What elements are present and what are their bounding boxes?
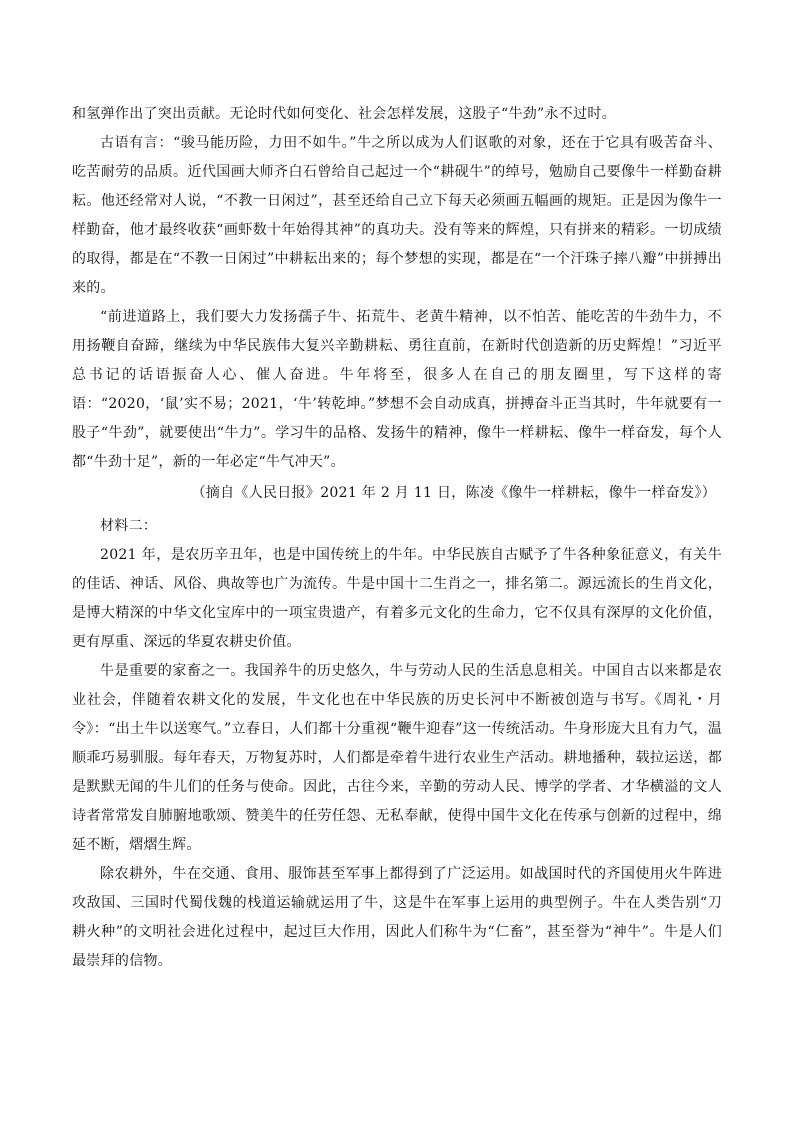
paragraph-ox-year: 2021 年，是农历辛丑年，也是中国传统上的牛年。中华民族自古赋予了牛各种象征意义，有关牛的佳话、神话、风俗、典故等也广为流传。牛是中国十二生肖之一，排名第二。源远流长的生肖文化，是博大精深的中华文化宝库中的一项宝贵遗产，有着多元文化的生命力，它不仅具有深厚的文化价值，更有厚重、深远的华夏农耕史价值。 [72,547,722,650]
paragraph-continuation: 和氢弹作出了突出贡献。无论时代如何变化、社会怎样发展，这股子“牛劲”永不过时。 [72,106,617,122]
paragraph-other-uses: 除农耕外，牛在交通、食用、服饰甚至军事上都得到了广泛运用。如战国时代的齐国使用火牛阵进攻敌国、三国时代蜀伐魏的栈道运输就运用了牛，这是牛在军事上运用的典型例子。牛在人类告别“刀耕火种”的文明社会进化过程中，起过巨大作用，因此人们称牛为“仁畜”，甚至誉为“神牛”。牛是人们最崇拜的信物。 [72,866,722,969]
article-body [72,100,722,976]
paragraph-livestock: 牛是重要的家畜之一。我国养牛的历史悠久，牛与劳动人民的生活息息相关。中国自古以来都是农业社会，伴随着农耕文化的发展，牛文化也在中华民族的历史长河中不断被创造与书写。《周礼・月令》：“出土牛以送寒气。”立春日，人们都十分重视“鞭牛迎春”这一传统活动。牛身形庞大且有力气，温顺乖巧易驯服。每年春天，万物复苏时，人们都是牵着牛进行农业生产活动。耕地播种，载拉运送，都是默默无闻的牛儿们的任务与使命。因此，古往今来，辛勤的劳动人民、博学的学者、才华横溢的文人诗者常常发自肺腑地歌颂、赞美牛的任劳任怨、无私奉献，使得中国牛文化在传承与创新的过程中，绵延不断，熠熠生辉。 [72,663,722,853]
paragraph-forward-path: “前进道路上，我们要大力发扬孺子牛、拓荒牛、老黄牛精神，以不怕苦、能吃苦的牛劲牛力，不用扬鞭自奋蹄，继续为中华民族伟大复兴辛勤耕耘、勇往直前，在新时代创造新的历史辉煌！”习近平总书记的话语振奋人心、催人奋进。牛年将至，很多人在自己的朋友圈里，写下这样的寄语：“2020，‘鼠’实不易；2021，‘牛’转乾坤。”梦想不会自动成真，拼搏奋斗正当其时，牛年就要有一股子“牛劲”，就要使出“牛力”。学习牛的品格、发扬牛的精神，像牛一样耕耘、像牛一样奋发，每个人都“牛劲十足”，新的一年必定“牛气冲天”。 [72,309,722,470]
source-citation: （摘自《人民日报》2021 年 2 月 11 日，陈凌《像牛一样耕耘，像牛一样奋发》） [191,485,716,501]
paragraph-ancient-saying: 古语有言：“骏马能历险，力田不如牛。”牛之所以成为人们讴歌的对象，还在于它具有吸苦奋斗、吃苦耐劳的品质。近代国画大师齐白石曾给自己起过一个“耕砚牛”的绰号，勉励自己要像牛一样勤奋耕耘。他还经常对人说，“不教一日闲过”，甚至还给自己立下每天必须画五幅画的规矩。正是因为像牛一样勤奋，他才最终收获“画虾数十年始得其神”的真功夫。没有等来的辉煌，只有拼来的精彩。一切成绩的取得，都是在“不教一日闲过”中耕耘出来的；每个梦想的实现，都是在“一个汗珠子摔八瓣”中拼搏出来的。 [72,135,722,296]
material-two-label: 材料二： [100,518,158,534]
